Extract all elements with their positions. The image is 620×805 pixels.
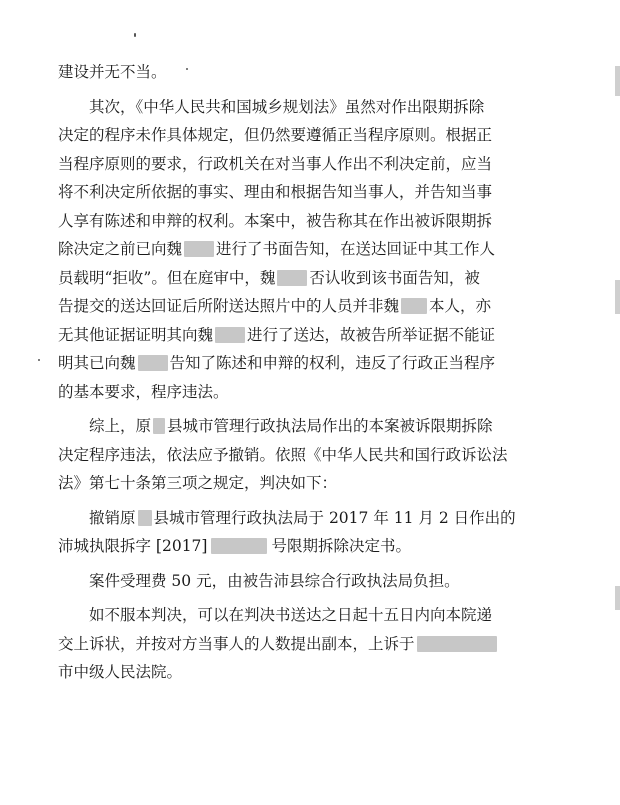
scan-edge-mark [615, 586, 620, 610]
text-line: 人享有陈述和申辩的权利。本案中，被告称其在作出被诉限期拆 [58, 211, 493, 230]
text-line: 沛城执限拆字 [2017] 号限期拆除决定书。 [58, 537, 411, 555]
scan-edge-mark [615, 66, 620, 96]
text-line: 综上，原 县城市管理行政执法局作出的本案被诉限期拆除 [89, 417, 493, 435]
scan-edge-mark [615, 280, 620, 314]
judgment-text [58, 58, 546, 687]
text-line: 告提交的送达回证后所附送达照片中的人员并非魏 本人，亦 [58, 297, 492, 315]
text-line: 当程序原则的要求，行政机关在对当事人作出不利决定前，应当 [58, 154, 493, 173]
redaction-box [153, 418, 165, 434]
text-line: 撤销原 县城市管理行政执法局于 2017 年 11 月 2 日作出的 [89, 508, 516, 527]
scan-speck [134, 33, 136, 37]
text-line: 建设并无不当。 [58, 63, 167, 81]
redaction-box [215, 327, 245, 343]
redaction-box [277, 270, 307, 286]
text-line: 其次，《中华人民共和国城乡规划法》虽然对作出限期拆除 [89, 97, 485, 116]
redaction-box [211, 538, 267, 554]
text-line: 法》第七十条第三项之规定，判决如下： [58, 474, 338, 492]
text-line: 如不服本判决，可以在判决书送达之日起十五日内向本院递 [89, 606, 493, 624]
text-line: 的基本要求，程序违法。 [58, 382, 229, 401]
text-line: 案件受理费 50 元，由被告沛县综合行政执法局负担。 [89, 571, 460, 590]
text-line: 将不利决定所依据的事实、理由和根据告知当事人，并告知当事 [58, 183, 493, 201]
text-line: 员载明“拒收”。但在庭审中，魏 否认收到该书面告知，被 [58, 268, 480, 287]
redaction-box [138, 510, 152, 526]
text-line: 除决定之前已向魏 进行了书面告知，在送达回证中其工作人 [58, 240, 496, 258]
text-line: 交上诉状，并按对方当事人的人数提出副本，上诉于 [58, 630, 546, 659]
text-line: 决定程序违法，依法应予撤销。依照《中华人民共和国行政诉讼法 [58, 445, 508, 464]
scan-speck [38, 359, 40, 361]
redaction-box [401, 298, 427, 314]
text-line: 明其已向魏 告知了陈述和申辩的权利，违反了行政正当程序 [58, 354, 496, 372]
redaction-box [184, 241, 214, 257]
text-line: 决定的程序未作具体规定，但仍然要遵循正当程序原则。根据正 [58, 126, 493, 144]
text-line: 无其他证据证明其向魏 进行了送达，故被告所举证据不能证 [58, 325, 496, 344]
redaction-box [138, 355, 168, 371]
redaction-box [417, 636, 497, 652]
text-line: 市中级人民法院。 [58, 663, 183, 681]
